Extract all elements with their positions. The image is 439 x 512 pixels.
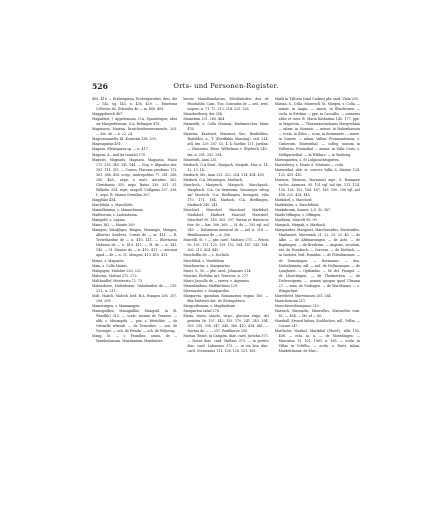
index-entry: Marcins, Etoltibn, art. Toravvse, n. 277. [183,273,250,278]
index-entry: Manreath, Aum 235. [183,157,218,162]
index-entry: Maingeld, s. Lagina. [92,218,126,223]
index-entry: Maneins, Kaatsuet, Mananut, Sur., Benkeldies, Bartsldes, n., T. (Dreiffahlo Mansing), sed. 214. arll. 6m. 229. 267. (2), 4. 4. Saelinr, 111. Jordina. — Haiserius. Blosr. Wilhelmus v. Elyeberh 249., 6m. n. 291. 292. 294. [183,132,269,157]
index-entry: Maguris, Maguatis, Maguatu, Maguatia, Maior 275. 338. 340. 341. 344. — Nog. e. Algnalue dus. 181. 111. 311. — Comes, Flavenis yarolinus 173. 361. 366. 416. scrip., mutrepolitus 77. 261. 266. 280. 465., aepe, e muti. Aeratius 362. Christianus 355. nepo. Batus 330. 331. 31. Wilhelm 334. aepe, aeapoll. Uallgmus 337. 338. f., aepe. B. Marius Deruilius 367. [92,157,178,197]
index-entry: Martholer, Martinl, Marthkal (Oberf.), villa 105. 408. — ecla. in, n. — de Moredingen. — Marcanus 13. 101, 1061. n. 165. — ecela. in Villae in Vvltilho. — ecela. s. Paett, mlam, Markeithausa, de Mar— [274,329,360,354]
index-entry: Magnus, Eletiogarus sp. — n. 417. [92,147,149,152]
index-entry: Marian, Beate, in Campitu. diae. card. Juriolus 373. — Norae diac. card. Mallsus 373. — in portito diac. card. Lalarenus 373. — in via lata diac. card. Octavianus 111. 126. 128. 151. 165. [183,334,269,354]
index-entry: Mains 162. — Mainte 269. [92,223,136,228]
index-entry: Malt, Haitch, Maleck, bed. B.A. Bungen 206. 207. 208. 209. [92,293,178,303]
index-entry: Marlach, O.A. Münsingen, Marbach. [183,177,244,182]
index-entry: Maimdhismus, s. Mainuthisnia. [92,208,144,213]
index-entry: Mamebrin 231. 260. 464. [183,117,226,122]
index-entry: Marksbronn, Sauner, L.G. St. 367. [274,208,332,213]
index-entry: Marienthal, abb. st. sorores Vallis S. Mariae 124. 125. 429. 430. [274,167,360,177]
index-entry: Mariesberg, s. Monte S. Marianis — ccda. [274,162,344,167]
index-entry: Malenobisie, Malenborne, Onbaharden de —, 210. 221., n. 211. [92,283,178,293]
index-entry: Mang, St. — s. Faunibes, asson, de — Manilenbarum, Manilanium, Manilantes [92,334,178,344]
index-entry: Marci, S., St. — pbr. card., Johannes 214. [183,268,252,273]
index-entry: Marchuarius, s. Marquartus. [183,263,231,268]
index-entry: Markthalse, s. Marchthhal. [274,202,320,207]
index-entry: Maichilida, s. Mauchilde. [92,202,134,207]
index-entry: Magtorzaunella, Kl. Kossivim 338. 339. [92,137,157,142]
index-entry: Magiaurus, Maienn, Drutcherderenrensende, 203. — Sec. de — n. 22. 24. [92,127,178,137]
index-entry: Marsach, Marsacbe, Maravilles, Marsaclies rom. St., — 404. — Mr. of — 60. [274,308,360,319]
index-entry: Manarelk, s. Colla Mainais, Hadsmerches Mans 476. [183,122,269,132]
index-entry: Marchsch, Margrech, Marpach, Marchpach, Marphach, O.A. (in tlerinvam, Gesonnyer viltug auf Mortock. O.A. Riedlingen, bezugen), vilia 170. 171. 184. Marlach, O.A. Riedlingen, Marbach 240. 241. [183,182,269,207]
page-number: 526 [92,82,108,91]
index-entry: Marquardus, Marquart, Marchwardus, Marwardes, Marhanert, Marewarh 21. 22. 23. 25. 40. — de Albe. — de Alttmarsingen. — de Aste. — de Baphingen. — de Bresheim. — Angious, seculum, ess. de Esenbuch. — Cerveas. — de Dietlach. — in Oarieris, beil. Esmidus. — de Fileinbacimer. — de Gemeijngen. — Hermanus. — dea. Maloshimatia, mll. — mil. de Hellmansgra. — de Langhorst. — Opthaidas. — St. del. Pieagst. — de Lhoertingen. — de Thetmerhen. — de Techrecigerin. — nomen quoque quod Ulmann 27. — man. de Vrahagen. — de Warchtrain. — s. Wingerhart. [274,228,360,293]
index-entry: Malapigen, Malobre 220. 222. [92,268,142,273]
index-entry: Markt-Offingen, s. Offingen. [274,213,322,218]
index-column-2 [183,97,268,417]
index-entry: Magnus, A., and (in teustlo) 170. [92,152,147,157]
index-entry: Magggebarch 467. [92,112,124,117]
index-entry: Malthauflet, Monteesta 72. 73. [92,278,144,283]
index-entry: Manckerthorg, der 354. [183,112,223,117]
index-entry: Margareta, quondam Romanorum regina 160. — filia Frideriei Ant. de Zwiragelavra. [183,293,269,303]
index-entry: Marchorf, Marcdorf, Marchorf, Markdorf, Marhdorf, Marhorf, Marcorf, Marcdorf, Marcdorf 95. 145. 305. 307. Brrem et Hainricus fror. de — bar. 306. 369. — H. de — 292 sql. nol 249. — Dalsmioax menurul de — nol. n. 216. — Heinlioaauea de — n. 306. [183,208,269,238]
index-entry: Marschisveilenaspune 210. [274,303,320,308]
index-entry: Mamegnillen, Manignillae, Mangold, in (IL Wendlin) 315. — scale, memin de Tenniue. — abb. s. Miuangela. — pae. s. Werichhe. — de Ortinelle wherab. — de Ternedius. — cen. de Verinigie. — sch. de Wenda. — sch. de Wilyerag. [92,308,178,334]
index-entry: Marls in Tylloria (sind Cadres) pbr card. Viala 205. [274,97,359,101]
index-entry: Marchoffin de — s. Dorlach. [183,253,230,258]
index-entry: Marco Jascollo de — server, s. Aigsmius. [183,278,250,283]
index-entry: Mameringen, s. Mammingen. [92,303,141,308]
page-header [92,82,360,92]
index-entry: Marian, S., Cella, Mariesell, St. Mörgen, s. Colla. — minus. in Augia. — missn. in Blaubeuren — cscla. in Ertrtine — ppe. in Cacvalbo. — numerus abbo et conv. B. Maria Katharina 140. 177. ppe. in Magersta. — Theramarvendamis Margrethnia — mlnm. in Moranis. — minus. in Hohenhausen — ecela. in Iblen — ecua. in Bommaver — misse. in Comeie. — mlnm. Vallen. Freanemtenum. s. Cinberum, Marienthal. — colleg. minum in Vallerrus. Frasinthal — minus. in Valle Crais, s. Steilgarnethal. — in Wildaro. — in Weiheng. [274,102,360,157]
index-entry: Marbach, O.A.Stuil., Marpach, Marpah, Mar. a. 14. 12. 13. 14. [183,162,269,172]
index-entry: Malsenis, Malene 272. 272. [92,273,138,278]
index-entry: Margmrten tabal 278. [183,308,220,313]
index-entry: Markdorf, s. Marchorf. [274,197,313,202]
index-entry: Marklsim, Marcelt 98. 99. [274,218,318,223]
index-entry: Main, s. Colla Mainis. [92,263,128,268]
index-entry: Marschenrum 211. [274,298,307,303]
index-entry: Magiaburi, † Appeleanum, O.A. Sparaleugen, aber sie Margrethenum. O.A. Bebingen 476. [92,117,178,127]
index-entry: Marshall, Ervaed hubsa, Scabluches, mll., Fellin. — Cornes 247. [274,319,360,329]
index-entry: Marcelli, St. † —, pbr. card., Mattaeo 275. — Petrus 93. 101. 111. 123. 129. 152. 164. 187. 143. 164. 200. 215. 424. 445. [183,238,269,253]
index-entry: Marenlandniu, Marlkettinus 129. [183,283,239,288]
index-entry: Magnugadus 491. [92,142,122,147]
index-entry: Maingen, Mauljüges, Bingen, Manimgis, Mengen, Albertus Soudewi, Comes de — m. 411. — E. Tretrehardue de — n. 410. 411. — Ehettarius Hebenoi de — n. 410. 411. — H. de — n. 141. 143. — H. Sinaius de — n. 410. 411. — aeronos apad — de — n. 21. Mengen, 410. 410. 411. [92,228,178,258]
index-entry: herew, Manulliandarum, Möchlahofen, deu de Hoodalshs, Cam., Tuu. Conradus de — sed., wed. usquez, n. 71. 72. 213. 214. 225. 226. [183,97,269,112]
index-entry: Maria, beata, sanote, virgo., gloriosa virgo, dei genitrix 56. 107. 142. 155. 170. 241. 243. 294. 303. 319. 338. 347. 349. 366. 410. 434. 441. — Nurtua de — — 257. Pauliharoe 290. [183,314,269,334]
index-columns [92,97,360,417]
index-column-3 [275,97,360,417]
index-entry: Magglilar 434. [92,197,117,202]
index-entry: Mariengarten, s. St Lulgasuchtsgarten. [274,157,340,162]
index-entry: Maine, s. Maguatis. [92,258,125,263]
index-entry: Mailfrorum, s. Ladembeam. [92,213,138,218]
index-entry: Marpach, Marpah, s. Marbach. [274,223,326,228]
index-entry: Marinus, (Maurus, Marianus) mgr., S. Romanee escles. Asamsra. 95. 101 vgl. nol 6m. 111. 114. 126. 128. 152. 164. 167. 183. 190. 200 vgl. nol 458. 221. 424. 445. [274,177,360,197]
running-title: Orts- und Personen-Register. [173,82,279,90]
index-entry: Maewardus, s. Marquardus. [183,288,230,293]
index-entry: Margrethenum, s. Maglinabure. [183,303,237,308]
index-column-1 [92,97,177,417]
index-entry: Marbach, Mr., Aum 231. 322. 324. 314. 434. 435. [183,172,265,177]
index-entry: 409. 416 — Erzbergarna, Erzbergerndus, dies, die — 142, sq. 143, n. 438. 439. — Emerinus Cellerius de, Zeheniha de — m. 408. 409. [92,97,178,112]
index-entry: Marrebeist, Marsviinnes 261. 264. [274,293,332,298]
index-entry: Marchthal, s. Marthbtun. [183,258,226,263]
